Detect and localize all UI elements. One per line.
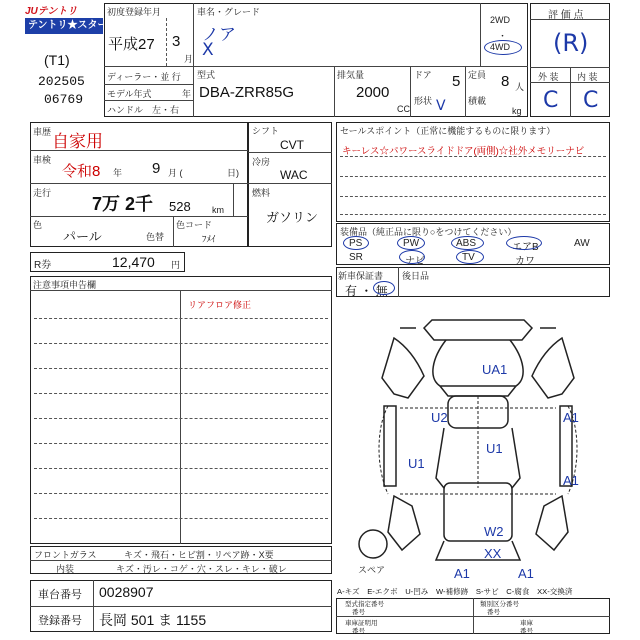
after-label: 後日品: [402, 271, 430, 281]
legend: A-キズ E-エクボ U-凹み W-補修跡 S-サビ C-腐食 XX-交換済: [337, 587, 573, 596]
mark-a1-right-front: A1: [563, 410, 579, 425]
use-label: 車歴: [33, 127, 52, 137]
type-label: 型式: [197, 70, 216, 80]
recycle-value: 12,470: [112, 254, 155, 270]
sales-label: セールスポイント（正常に機能するものに限ります）: [340, 126, 556, 136]
cap-unit: 人: [515, 82, 525, 92]
notes-label: 注意事項申告欄: [33, 280, 97, 290]
ext-score: C: [543, 88, 559, 113]
car-diagram: [336, 298, 610, 584]
color-value: パール: [63, 229, 102, 244]
sales-text: キーレス☆パワースライドドア(両側)☆社外メモリーナビ: [342, 146, 585, 157]
disp-label: 排気量: [337, 70, 365, 80]
model-year-unit: 年: [182, 89, 192, 99]
pw-circle: [397, 236, 425, 250]
garage-cert-label: 車庫証明用: [345, 620, 378, 627]
name-label: 車名・グレード: [197, 7, 261, 17]
door-value: 5: [452, 73, 461, 90]
inspect-label: 車検: [33, 155, 52, 165]
color-code: ﾌﾒｲ: [202, 234, 216, 244]
disp-unit: CC: [397, 104, 410, 114]
fuel-value: ガソリン: [266, 210, 319, 225]
glass-text: キズ・飛石・ヒビ割・リペア跡・X要: [124, 550, 274, 560]
inspect-month-unit: 月 (: [168, 168, 183, 178]
plate-value: 長岡 501 ま 1155: [99, 612, 207, 628]
equip-pw: PW: [403, 238, 420, 249]
load-unit: kg: [512, 106, 522, 116]
mark-u2: U2: [431, 410, 448, 425]
recycle-box: [30, 252, 185, 272]
equip-ps: PS: [349, 238, 363, 249]
cap-value: 8: [501, 73, 510, 90]
mark-ua1: UA1: [482, 362, 508, 377]
color-code-label: 色コード: [176, 220, 213, 230]
tv-circle: [456, 250, 484, 264]
type-value: DBA-ZRR85G: [199, 84, 295, 101]
garage-label: 車庫: [520, 620, 533, 627]
garage-unit: 番号: [520, 628, 533, 635]
equip-aw: AW: [574, 238, 590, 249]
inspect-era: 令和8: [62, 163, 101, 180]
inspect-day-unit: 日): [227, 168, 239, 178]
mileage-unit: km: [212, 205, 224, 215]
mark-a1-rear-right: A1: [518, 566, 534, 581]
shift-label: シフト: [252, 126, 280, 136]
equip-sr: SR: [349, 252, 363, 263]
disp-value: 2000: [356, 84, 390, 101]
equip-airbag: エアB: [512, 242, 539, 253]
shift-value: CVT: [280, 138, 304, 152]
plate-label: 登録番号: [38, 615, 82, 627]
ps-circle: [343, 236, 369, 250]
chassis-label: 車台番号: [38, 589, 82, 601]
spare-label: スペア: [358, 565, 386, 575]
abs-circle: [451, 236, 484, 250]
mark-u1-left: U1: [408, 456, 425, 471]
type-number-unit: 番号: [352, 609, 365, 616]
color-change-label: 色替: [146, 232, 165, 242]
logo-bottom: テントリ★スター: [25, 18, 103, 34]
drive-2wd: 2WD: [490, 15, 510, 25]
score-value: (R): [553, 29, 589, 57]
num1: 202505: [38, 74, 85, 89]
cap-label: 定員: [468, 70, 487, 80]
navi-circle: [399, 250, 425, 264]
shape-label: 形状: [414, 96, 433, 106]
garage-cert-unit: 番号: [352, 628, 365, 635]
warranty-label: 新車保証書: [338, 271, 384, 281]
reg-era: 平成27: [108, 36, 155, 53]
recycle-label: R券: [34, 260, 52, 271]
int-label: 内 装: [577, 72, 598, 82]
car-name: ノア: [202, 25, 236, 45]
warranty-value: 有 ・ 無: [345, 284, 388, 298]
car-grade: X: [202, 40, 214, 60]
mileage-label: 走行: [33, 188, 52, 198]
mark-w2: W2: [484, 524, 504, 539]
mileage-extra: 528: [169, 199, 191, 214]
aircon-label: 冷房: [252, 157, 271, 167]
equip-leather: カワ: [515, 256, 535, 267]
notes-text: リアフロア修正: [188, 300, 252, 310]
fuel-label: 燃料: [252, 188, 271, 198]
sales-box: [336, 122, 610, 222]
class-number-label: 類別区分番号: [480, 601, 519, 608]
class-number-unit: 番号: [487, 609, 500, 616]
equip-label: 装備品（純正品に限り○をつけてください）: [340, 227, 517, 237]
mark-a1-rear-left: A1: [454, 566, 470, 581]
use-value: 自家用: [52, 132, 103, 151]
type-number-label: 型式指定番号: [345, 601, 384, 608]
reg-month: 3: [172, 33, 181, 50]
inspect-year-unit: 年: [113, 168, 123, 178]
num2: 06769: [44, 92, 84, 107]
interior-text: キズ・汚レ・コゲ・穴・スレ・キレ・破レ: [116, 564, 287, 574]
mark-a1-right-rear: A1: [563, 473, 579, 488]
reg-month-unit: 月: [184, 54, 194, 64]
equip-tv: TV: [462, 252, 475, 263]
door-label: ドア: [414, 70, 432, 80]
inspect-month: 9: [152, 160, 161, 177]
drive-dot: ・: [498, 31, 508, 41]
glass-label: フロントガラス: [34, 550, 97, 560]
drive-4wd: 4WD: [490, 42, 510, 52]
equip-navi: ナビ: [405, 256, 425, 267]
warranty-circle: [373, 281, 395, 295]
mark-u1-roof: U1: [486, 441, 503, 456]
score-label: 評 価 点: [548, 10, 584, 21]
handle-label: ハンドル 左・右: [107, 105, 180, 115]
logo-top: JUテントリ: [25, 6, 78, 17]
recycle-unit: 円: [171, 260, 181, 270]
airbag-circle: [506, 236, 542, 250]
mileage-value: 7万 2千: [92, 194, 154, 214]
notes-box: [30, 276, 332, 544]
model-year-label: モデル年式: [107, 89, 152, 99]
int-score: C: [583, 88, 599, 113]
logo: [25, 5, 108, 37]
reg-label: 初度登録年月: [107, 7, 162, 17]
dealer-label: ディーラー・並 行: [107, 72, 181, 82]
shape-value: V: [436, 98, 446, 114]
chassis-value: 0028907: [99, 584, 154, 600]
equip-abs: ABS: [456, 238, 477, 249]
load-label: 積載: [468, 96, 487, 106]
interior-label: 内装: [56, 564, 75, 574]
ext-label: 外 装: [538, 72, 559, 82]
code-label: (T1): [44, 52, 70, 68]
mark-xx: XX: [484, 546, 502, 561]
color-label: 色: [33, 220, 43, 230]
aircon-value: WAC: [280, 168, 308, 182]
